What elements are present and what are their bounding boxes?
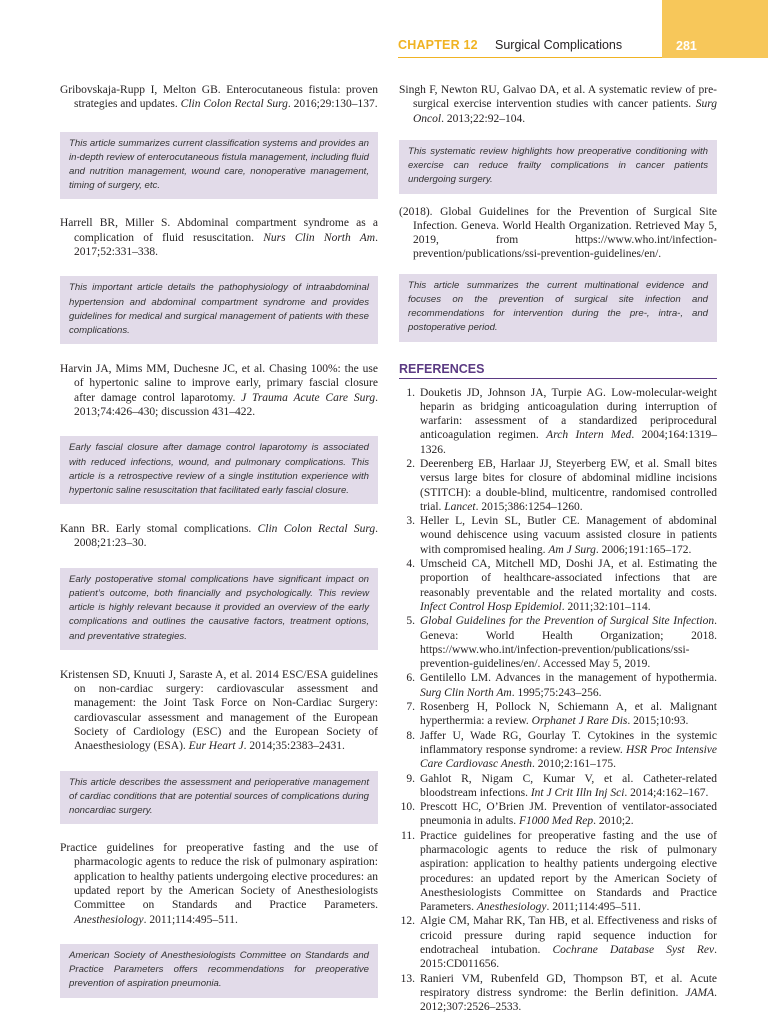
reference-item: 6. Gentilello LM. Advances in the management of hypothermia. Surg Clin North Am. 1995;75:243–256. xyxy=(406,672,717,699)
bibliography-entry: Practice guidelines for preoperative fasting and the use of pharmacologic agents to reduce the risk of pulmonary aspiration: application to healthy patients undergoing elective procedures: an updated report by the American Society of Anesthesiologists Committee on Standards and Practice Parameters. Anesthesiology. 2011;114:495–511. xyxy=(60,842,378,926)
reference-item: 7. Rosenberg H, Pollock N, Schiemann A, et al. Malignant hyperthermia: a review. Orphanet J Rare Dis. 2015;10:93. xyxy=(406,701,717,728)
reference-item: 5. Global Guidelines for the Prevention of Surgical Site Infection. Geneva: World Health Organization; 2018. https://www.who.int/infection-prevention/publications/ssi-prevention-guidelines/en/. Accessed May 5, 2019. xyxy=(406,615,717,671)
page-number: 281 xyxy=(676,39,697,53)
left-column xyxy=(60,80,378,998)
journal-title: Clin Colon Rectal Surg xyxy=(257,523,376,536)
right-column xyxy=(399,80,717,1015)
running-header xyxy=(398,37,662,58)
annotation-box: Early postoperative stomal complications have significant impact on patient’s outcome, both financially and psychologically. This review article is highly relevant because it provided an overview of the early complications and outlines the causative factors, treatment options, and preventative strategies. xyxy=(60,568,378,650)
bibliography-entry: Harrell BR, Miller S. Abdominal compartment syndrome as a complication of fluid resuscitation. Nurs Clin North Am. 2017;52:331–338. xyxy=(60,217,378,258)
reference-item: 9. Gahlot R, Nigam C, Kumar V, et al. Catheter-related bloodstream infections. Int J Crit Illn Inj Sci. 2014;4:162–167. xyxy=(406,772,717,799)
journal-title: J Trauma Acute Care Surg xyxy=(241,391,376,404)
bibliography-entry: (2018). Global Guidelines for the Prevention of Surgical Site Infection. Geneva. World Health Organization. Retrieved May 5, 2019, from https://www.who.int/infection-prevention/publications/ssi-prevention-guidelines/en/. xyxy=(399,205,717,261)
bibliography-entry: Singh F, Newton RU, Galvao DA, et al. A systematic review of pre-surgical exercise intervention studies with cancer patients. Surg Oncol. 2013;22:92–104. xyxy=(399,84,717,125)
chapter-title: Surgical Complications xyxy=(495,38,623,52)
reference-item: 4. Umscheid CA, Mitchell MD, Doshi JA, et al. Estimating the proportion of healthcare-associated infections that are reasonably preventable and the related mortality and costs. Infect Control Hosp Epidemiol. 2011;32:101–114. xyxy=(406,558,717,613)
journal-title: Nurs Clin North Am xyxy=(263,231,376,244)
reference-item: 10. Prescott HC, O’Brien JM. Prevention of ventilator-associated pneumonia in adults. F1000 Med Rep. 2010;2. xyxy=(400,801,717,828)
reference-item: 3. Heller L, Levin SL, Butler CE. Management of abdominal wound dehiscence using vacuum assisted closure in patients with compromised healing. Am J Surg. 2006;191:165–172. xyxy=(406,515,717,556)
annotation-box: This article summarizes current classification systems and provides an in-depth review of enterocutaneous fistula management, including fluid and nutrition management, wound care, nonoperative management, timing of surgery, etc. xyxy=(60,132,378,200)
annotation-box: Early fascial closure after damage control laparotomy is associated with reduced infections, wound, and pulmonary complications. This article is a retrospective review of a single institution experience with hypertonic saline resuscitation that facilitated early fascial closure. xyxy=(60,436,378,504)
reference-item: 8. Jaffer U, Wade RG, Gourlay T. Cytokines in the systemic inflammatory response syndrome: a review. HSR Proc Intensive Care Cardiovasc Anesth. 2010;2:161–175. xyxy=(406,729,717,771)
page-number-tab xyxy=(662,0,768,58)
chapter-label: CHAPTER 12 xyxy=(398,38,478,52)
journal-title: Anesthesiology xyxy=(74,913,144,926)
bibliography-entry: Kristensen SD, Knuuti J, Saraste A, et al. 2014 ESC/ESA guidelines on non-cardiac surgery: cardiovascular assessment and management: the Joint Task Force on Non-Cardiac Surgery: cardiovascular assessment and management of the European Society of Cardiology (ESC) and the European Society of Anaesthesiology (ESA). Eur Heart J. 2014;35:2383–2431. xyxy=(60,668,378,753)
reference-item: 1. Douketis JD, Johnson JA, Turpie AG. Low-molecular-weight heparin as bridging anticoagulation during interruption of warfarin: assessment of a standardized periprocedural anticoagulation regimen. Arch Intern Med. 2004;164:1319–1326. xyxy=(406,386,718,456)
bibliography-entry: Kann BR. Early stomal complications. Clin Colon Rectal Surg. 2008;21:23–30. xyxy=(60,523,378,550)
annotation-box: This article describes the assessment and perioperative management of cardiac conditions that are potential sources of complications during noncardiac surgery. xyxy=(60,771,378,825)
reference-item: 11. Practice guidelines for preoperative fasting and the use of pharmacologic agents to reduce the risk of pulmonary aspiration: application to healthy patients undergoing elective procedures: an updated report by the American Society of Anesthesiologists Committee on Standards and Practice Parameters. Anesthesiology. 2011;114:495–511. xyxy=(401,829,717,914)
references-list xyxy=(399,386,717,1015)
references-heading: REFERENCES xyxy=(399,362,717,379)
bibliography-entry: Harvin JA, Mims MM, Duchesne JC, et al. Chasing 100%: the use of hypertonic saline to improve early, primary fascial closure after damage control laparotomy. J Trauma Acute Care Surg. 2013;74:426–430; discussion 431–422. xyxy=(60,363,378,418)
annotation-box: This important article details the pathophysiology of intraabdominal hypertension and abdominal compartment syndrome and provides guidelines for medical and surgical management of patients with these complications. xyxy=(60,276,378,344)
annotation-box: American Society of Anesthesiologists Committee on Standards and Practice Parameters offers recommendations for preoperative prevention of aspiration pneumonia. xyxy=(60,944,378,998)
annotation-box: This systematic review highlights how preoperative conditioning with exercise can reduce frailty complications in cancer patients undergoing surgery. xyxy=(399,140,717,194)
journal-title: Surg Oncol xyxy=(413,98,717,125)
reference-item: 2. Deerenberg EB, Harlaar JJ, Steyerberg EW, et al. Small bites versus large bites for closure of abdominal midline incisions (STITCH): a double-blind, multicentre, randomised controlled trial. Lancet. 2015;386:1254–1260. xyxy=(406,457,717,513)
reference-item: 13. Ranieri VM, Rubenfeld GD, Thompson BT, et al. Acute respiratory distress syndrome: the Berlin definition. JAMA. 2012;307:2526–2533. xyxy=(400,972,717,1014)
bibliography-entry: Gribovskaja-Rupp I, Melton GB. Enterocutaneous fistula: proven strategies and updates. Clin Colon Rectal Surg. 2016;29:130–137. xyxy=(60,84,378,111)
journal-title: Eur Heart J xyxy=(188,740,244,753)
annotation-box: This article summarizes the current multinational evidence and focuses on the prevention of surgical site infection and recommendations for intervention during the pre-, intra-, and postoperative period. xyxy=(399,274,717,342)
journal-title: Clin Colon Rectal Surg xyxy=(180,98,288,111)
reference-item: 12. Algie CM, Mahar RK, Tan HB, et al. Effectiveness and risks of cricoid pressure during rapid sequence induction for endotracheal intubation. Cochrane Database Syst Rev. 2015:CD011656. xyxy=(400,915,717,971)
